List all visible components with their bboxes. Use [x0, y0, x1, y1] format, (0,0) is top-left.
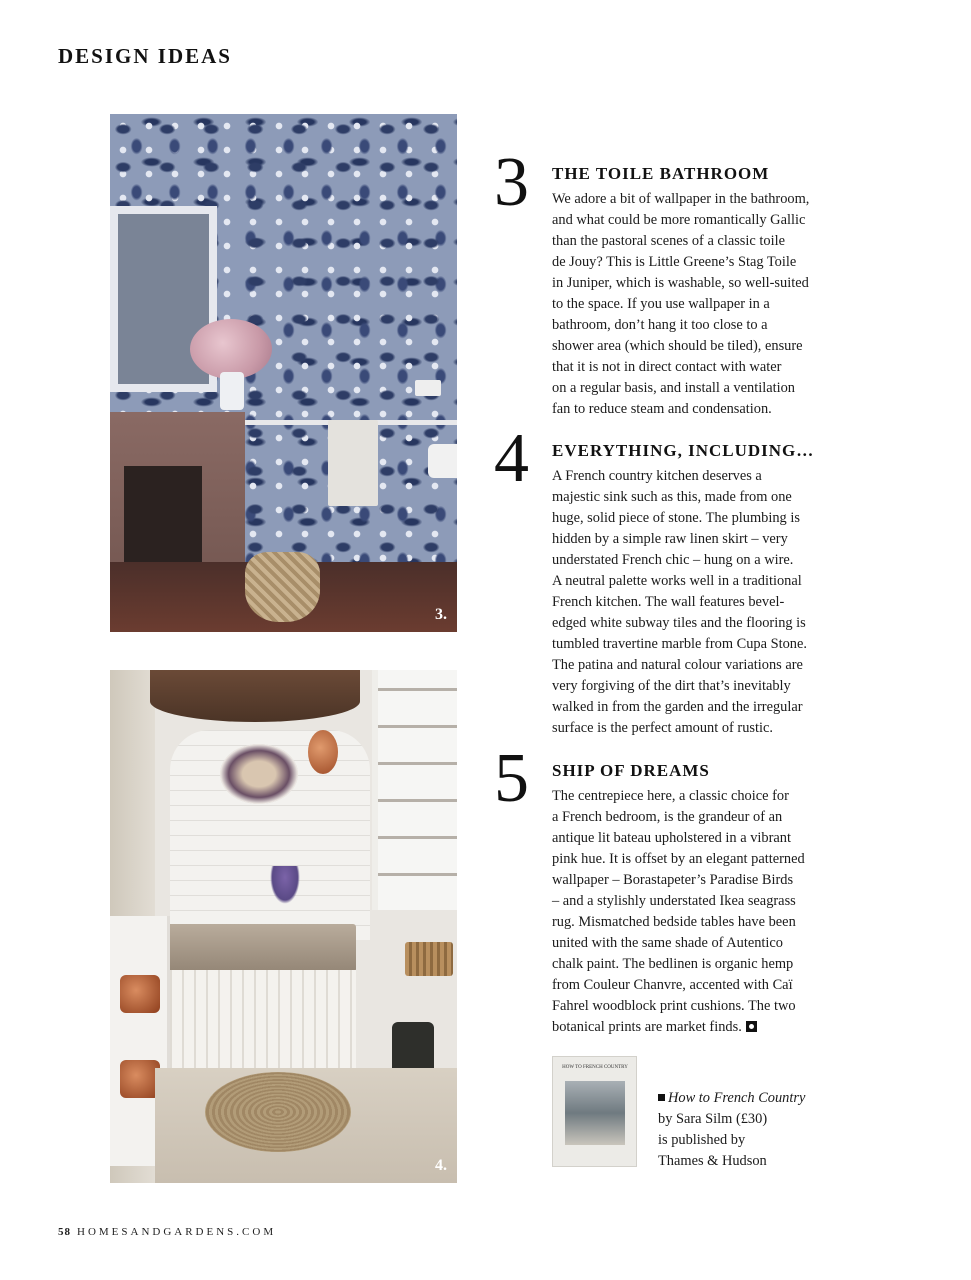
body-line: pink hue. It is offset by an elegant patterned — [552, 851, 805, 867]
vase — [220, 372, 244, 410]
body-line: A neutral palette works well in a traditional — [552, 573, 802, 589]
body-line-text: botanical prints are market finds. — [552, 1019, 742, 1035]
wooden-beam — [150, 670, 360, 722]
hydrangea-flowers — [190, 319, 272, 379]
towel — [328, 420, 378, 506]
copper-pan — [308, 730, 338, 774]
body-line: majestic sink such as this, made from one — [552, 489, 792, 505]
body-line: bathroom, don’t hang it too close to a — [552, 317, 768, 333]
end-mark-icon — [746, 1021, 757, 1032]
body-line: fan to reduce steam and condensation. — [552, 401, 772, 417]
copper-pot — [120, 975, 160, 1013]
book-cover-image — [565, 1081, 625, 1145]
woven-basket — [245, 552, 320, 622]
body-line: The centrepiece here, a classic choice for — [552, 788, 789, 804]
body-line: wallpaper – Borastapeter’s Paradise Birds — [552, 872, 794, 888]
lavender — [270, 866, 300, 904]
body-line: to the space. If you use wallpaper in a — [552, 296, 770, 312]
jute-rug — [205, 1072, 351, 1152]
body-line: de Jouy? This is Little Greene’s Stag Toile — [552, 254, 797, 270]
section-label: DESIGN IDEAS — [58, 44, 232, 68]
page-number: 58 — [58, 1226, 71, 1238]
wall-socket — [415, 380, 441, 396]
body-line: shower area (which should be tiled), ensure — [552, 338, 803, 354]
credit-line: Thames & Hudson — [658, 1153, 767, 1169]
body-line: We adore a bit of wallpaper in the bathroom, — [552, 191, 810, 207]
body-line: surface is the perfect amount of rustic. — [552, 720, 773, 736]
fireplace-opening — [124, 466, 202, 566]
body-line: hidden by a simple raw linen skirt – very — [552, 531, 788, 547]
body-line: antique lit bateau upholstered in a vibrant — [552, 830, 791, 846]
body-line: The patina and natural colour variations are — [552, 657, 803, 673]
body-line: walked in from the garden and the irregular — [552, 699, 803, 715]
toile-bathroom-photo — [110, 114, 457, 632]
item-4-body — [552, 466, 832, 739]
book-cover-title: HOW TO FRENCH COUNTRY — [562, 1065, 628, 1070]
body-line: chalk paint. The bedlinen is organic hemp — [552, 956, 794, 972]
item-5-number: 5 — [494, 740, 529, 817]
book-credit — [658, 1088, 805, 1172]
body-line: very forgiving of the dirt that’s inevitably — [552, 678, 791, 694]
body-line: rug. Mismatched bedside tables have been — [552, 914, 796, 930]
decorative-platter — [220, 744, 298, 804]
body-line: A French country kitchen deserves a — [552, 468, 762, 484]
wicker-basket — [405, 942, 453, 976]
body-line: united with the same shade of Autentico — [552, 935, 783, 951]
copper-pot — [120, 1060, 160, 1098]
body-line: huge, solid piece of stone. The plumbing is — [552, 510, 800, 526]
body-line: understated French chic – hung on a wire. — [552, 552, 794, 568]
body-line: on a regular basis, and install a ventilation — [552, 380, 795, 396]
body-line: than the pastoral scenes of a classic toile — [552, 233, 785, 249]
item-5-body — [552, 786, 832, 1038]
body-line: edged white subway tiles and the flooring is — [552, 615, 806, 631]
kitchen-sink-photo — [110, 670, 457, 1183]
body-line: – and a stylishly understated Ikea seagrass — [552, 893, 796, 909]
site-url: HOMESANDGARDENS.COM — [77, 1226, 277, 1238]
linen-skirt — [160, 970, 356, 1068]
body-line: Fahrel woodblock print cushions. The two — [552, 998, 796, 1014]
window — [372, 670, 457, 910]
book-cover — [552, 1056, 637, 1167]
item-3-number: 3 — [494, 144, 529, 221]
body-line — [552, 1017, 832, 1038]
body-line: that it is not in direct contact with water — [552, 359, 782, 375]
credit-line: is published by — [658, 1132, 746, 1148]
body-line: a French bedroom, is the grandeur of an — [552, 809, 783, 825]
item-4-heading: EVERYTHING, INCLUDING… — [552, 441, 815, 460]
body-line: tumbled travertine marble from Cupa Stone. — [552, 636, 807, 652]
body-line: French kitchen. The wall features bevel- — [552, 594, 785, 610]
photo-3-label: 3. — [435, 606, 447, 623]
item-3-body — [552, 189, 832, 420]
credit-line — [658, 1088, 805, 1109]
sink-edge — [428, 444, 457, 478]
body-line: and what could be more romantically Gallic — [552, 212, 806, 228]
item-4-number: 4 — [494, 420, 529, 497]
page-footer — [58, 1226, 276, 1238]
photo-4-label: 4. — [435, 1157, 447, 1174]
book-title: How to French Country — [668, 1090, 806, 1106]
bullet-square-icon — [658, 1094, 665, 1101]
stone-sink — [158, 924, 356, 972]
body-line: in Juniper, which is washable, so well-suited — [552, 275, 809, 291]
item-3-heading: THE TOILE BATHROOM — [552, 164, 770, 183]
item-5-heading: SHIP OF DREAMS — [552, 761, 710, 780]
credit-line: by Sara Silm (£30) — [658, 1111, 768, 1127]
body-line: from Couleur Chanvre, accented with Caï — [552, 977, 793, 993]
